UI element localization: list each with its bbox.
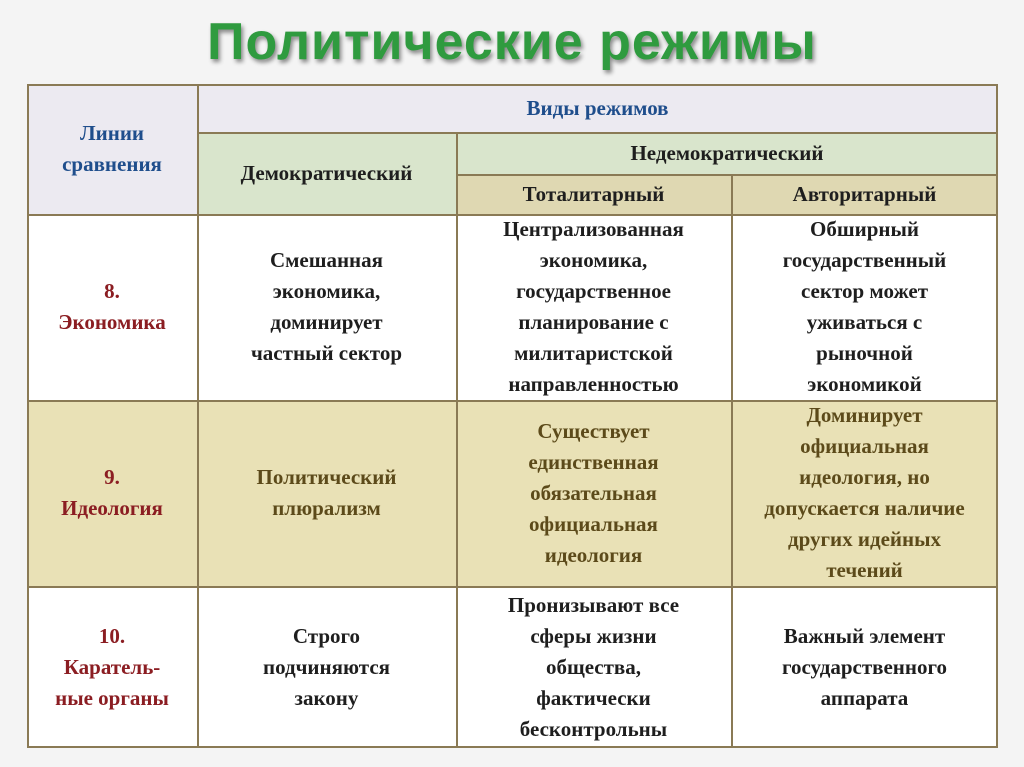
punitive-totalitarian-cell: Пронизывают все сферы жизни общества, фактически бесконтрольны: [456, 586, 731, 748]
header-lines-of-comparison: Линии сравнения: [27, 84, 197, 214]
header-non-democratic: Недемократический: [456, 132, 998, 174]
economy-democratic-cell: Смешанная экономика, доминирует частный сектор: [197, 214, 456, 400]
ideology-authoritarian-cell: Доминирует официальная идеология, но допускается наличие других идейных течений: [731, 400, 998, 586]
ideology-democratic-cell: Политический плюрализм: [197, 400, 456, 586]
header-totalitarian: Тоталитарный: [456, 174, 731, 214]
row-label-economy: 8. Экономика: [27, 214, 197, 400]
header-democratic: Демократический: [197, 132, 456, 214]
header-regime-types: Виды режимов: [197, 84, 998, 132]
economy-totalitarian-cell: Централизованная экономика, государственное планирование с милитаристской направленностью: [456, 214, 731, 400]
header-authoritarian: Авторитарный: [731, 174, 998, 214]
page-title: Политические режимы: [207, 13, 817, 71]
punitive-authoritarian-cell: Важный элемент государственного аппарата: [731, 586, 998, 748]
row-label-ideology: 9. Идеология: [27, 400, 197, 586]
economy-authoritarian-cell: Обширный государственный сектор может уживаться с рыночной экономикой: [731, 214, 998, 400]
ideology-totalitarian-cell: Существует единственная обязательная официальная идеология: [456, 400, 731, 586]
row-label-punitive-organs: 10. Каратель- ные органы: [27, 586, 197, 748]
punitive-democratic-cell: Строго подчиняются закону: [197, 586, 456, 748]
